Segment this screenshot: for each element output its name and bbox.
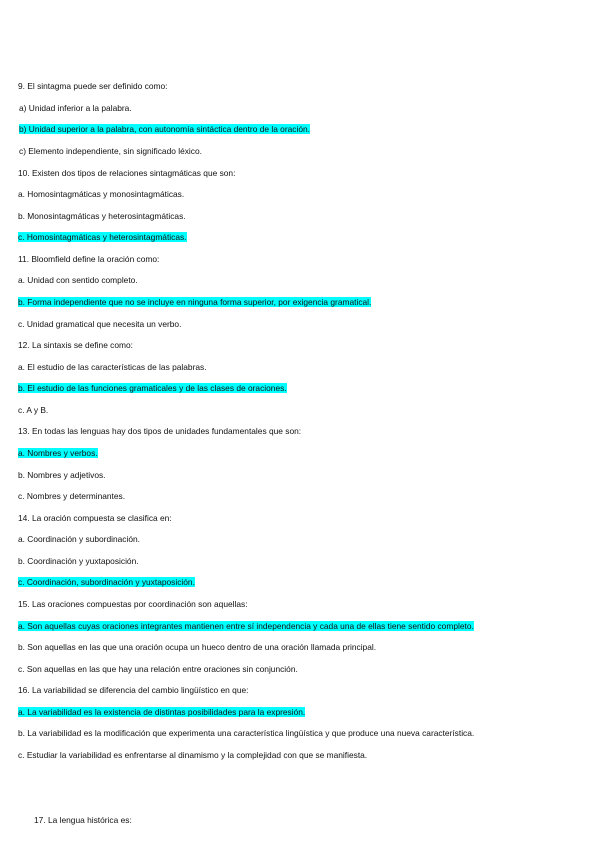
option-10b: b. Monosintagmáticas y heterosintagmáticas. [18, 211, 186, 221]
option-15c: c. Son aquellas en las que hay una relación entre oraciones sin conjunción. [18, 664, 298, 674]
answer-highlight: c. Coordinación, subordinación y yuxtaposición. [18, 577, 195, 587]
question-12: 12. La sintaxis se define como: [18, 340, 133, 350]
option-10a: a. Homosintagmáticas y monosintagmáticas. [18, 189, 185, 199]
option-9a: a) Unidad inferior a la palabra. [19, 103, 132, 113]
answer-highlight: c. Homosintagmáticas y heterosintagmáticas. [18, 232, 187, 242]
question-15: 15. Las oraciones compuestas por coordinación son aquellas: [18, 599, 248, 609]
question-11: 11. Bloomfield define la oración como: [18, 254, 160, 264]
option-12a: a. El estudio de las características de las palabras. [18, 362, 207, 372]
answer-highlight: b. El estudio de las funciones gramaticales y de las clases de oraciones. [18, 383, 287, 393]
option-11c: c. Unidad gramatical que necesita un verbo. [18, 319, 182, 329]
option-12c: c. A y B. [18, 405, 49, 415]
question-16: 16. La variabilidad se diferencia del cambio lingüístico en que: [18, 685, 249, 695]
option-10c-answer [18, 232, 187, 243]
answer-highlight: b) Unidad superior a la palabra, con autonomía sintáctica dentro de la oración. [19, 124, 310, 134]
option-9b-answer [19, 124, 310, 135]
question-13: 13. En todas las lenguas hay dos tipos de unidades fundamentales que son: [18, 426, 302, 436]
question-10: 10. Existen dos tipos de relaciones sintagmáticas que son: [18, 168, 236, 178]
option-16a-answer [18, 707, 305, 718]
option-13c: c. Nombres y determinantes. [18, 491, 126, 501]
question-9: 9. El sintagma puede ser definido como: [18, 81, 168, 91]
option-15a-answer [18, 621, 474, 632]
option-14c-answer [18, 577, 195, 588]
option-14a: a. Coordinación y subordinación. [18, 534, 140, 544]
option-11a: a. Unidad con sentido completo. [18, 275, 138, 285]
question-14: 14. La oración compuesta se clasifica en: [18, 513, 172, 523]
option-14b: b. Coordinación y yuxtaposición. [18, 556, 139, 566]
answer-highlight: a. Nombres y verbos. [18, 448, 98, 458]
option-16c: c. Estudiar la variabilidad es enfrentarse al dinamismo y la complejidad con que se manifiesta. [18, 750, 368, 760]
option-15b: b. Son aquellas en las que una oración ocupa un hueco dentro de una oración llamada principal. [18, 642, 377, 652]
answer-highlight: a. La variabilidad es la existencia de distintas posibilidades para la expresión. [18, 707, 306, 717]
option-9c: c) Elemento independiente, sin significado léxico. [19, 146, 202, 156]
answer-highlight: b. Forma independiente que no se incluye en ninguna forma superior, por exigencia gramatical. [18, 297, 372, 307]
option-16b: b. La variabilidad es la modificación que experimenta una característica lingüística y que produce una nueva característica. [18, 728, 475, 738]
option-12b-answer [18, 383, 287, 394]
question-17: 17. La lengua histórica es: [34, 815, 132, 825]
answer-highlight: a. Son aquellas cuyas oraciones integrantes mantienen entre sí independencia y cada una de ellas tiene sentido completo. [18, 621, 474, 631]
option-11b-answer [18, 297, 371, 308]
option-13a-answer [18, 448, 98, 459]
option-13b: b. Nombres y adjetivos. [18, 470, 106, 480]
